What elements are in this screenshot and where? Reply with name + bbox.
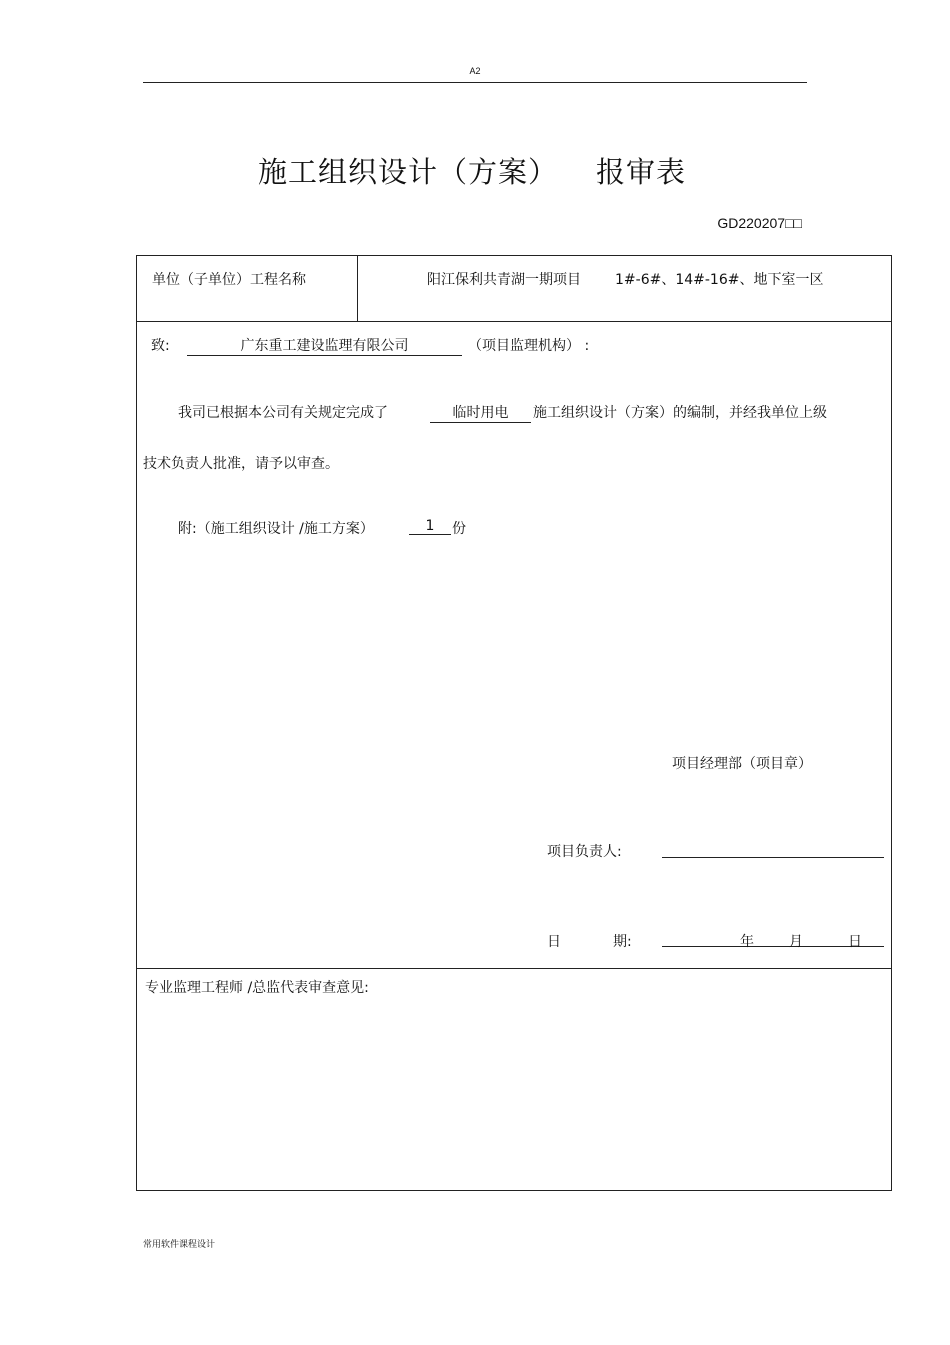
attachment-count: 1: [409, 518, 451, 535]
page-header-label: A2: [469, 66, 481, 76]
statement-suffix: 施工组织设计（方案）的编制，并经我单位上级: [533, 405, 827, 421]
project-name-value: 阳江保利共青湖一期项目: [427, 272, 581, 288]
row-divider-review: [136, 968, 892, 969]
date-label-char-1: 日: [547, 934, 561, 950]
addressee-company: 广东重工建设监理有限公司: [187, 335, 462, 356]
date-year-label: 年: [740, 934, 754, 950]
header-rule: [143, 82, 807, 83]
date-label-char-2: 期:: [613, 934, 632, 950]
column-divider-project: [357, 255, 358, 322]
form-title-main: 施工组织设计（方案）: [258, 155, 559, 189]
project-manager-label: 项目负责人:: [547, 844, 622, 860]
form-table: [136, 255, 892, 1191]
to-prefix: 致:: [151, 338, 170, 354]
addressee-suffix: （项目监理机构） :: [468, 338, 590, 354]
date-month-label: 月: [789, 934, 803, 950]
page-footer: 常用软件课程设计: [143, 1240, 216, 1250]
project-seal-label: 项目经理部（项目章）: [672, 756, 812, 772]
statement-subject: 临时用电: [430, 402, 531, 423]
document-code: GD220207□□: [717, 215, 802, 231]
attachment-unit: 份: [452, 521, 466, 537]
statement-line-2: 技术负责人批准，请予以审查。: [143, 456, 339, 472]
statement-prefix: 我司已根据本公司有关规定完成了: [178, 405, 388, 421]
row-divider-project: [136, 321, 892, 322]
form-title-suffix: 报审表: [596, 155, 687, 189]
review-opinion-label: 专业监理工程师 /总监代表审查意见:: [145, 980, 369, 996]
project-manager-signature-line: [662, 857, 884, 858]
project-name-label: 单位（子单位）工程名称: [152, 272, 306, 288]
date-day-label: 日: [848, 934, 862, 950]
attachment-label: 附:（施工组织设计 /施工方案）: [178, 521, 374, 537]
project-scope-value: 1#-6#、14#-16#、地下室一区: [615, 272, 824, 288]
